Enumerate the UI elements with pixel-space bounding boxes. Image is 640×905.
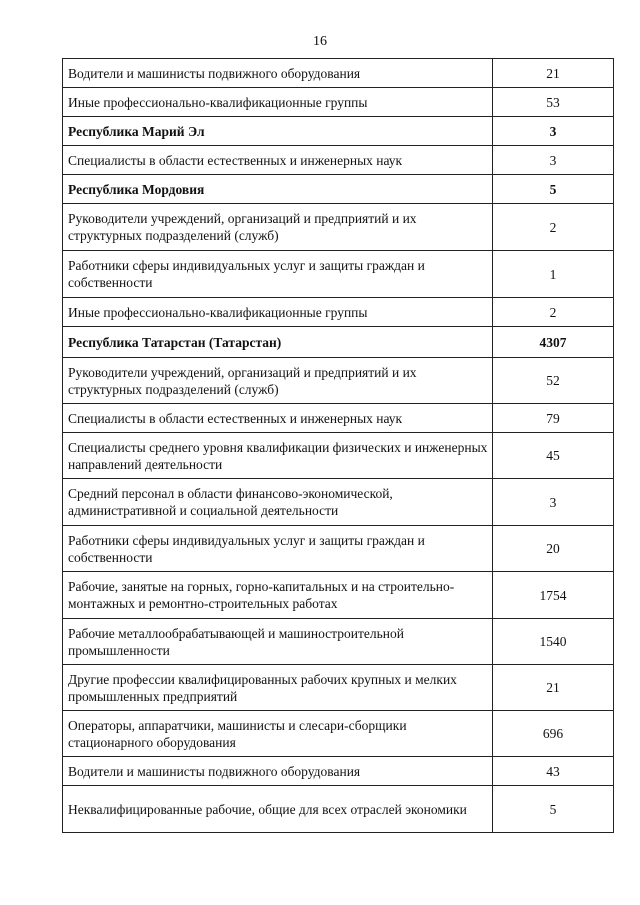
count-cell: 20	[493, 526, 614, 572]
occupation-cell: Рабочие, занятые на горных, горно-капитальных и на строительно-монтажных и ремонтно-строительных работах	[63, 572, 493, 619]
occupation-table	[62, 58, 614, 833]
occupation-cell: Руководители учреждений, организаций и предприятий и их структурных подразделений (служб)	[63, 204, 493, 251]
count-cell: 2	[493, 298, 614, 327]
occupation-cell: Иные профессионально-квалификационные группы	[63, 88, 493, 117]
table-row	[63, 88, 614, 117]
count-cell: 1	[493, 251, 614, 298]
table-row	[63, 711, 614, 757]
region-name-cell: Республика Мордовия	[63, 175, 493, 204]
count-cell: 43	[493, 757, 614, 786]
table-row	[63, 358, 614, 404]
table-row	[63, 479, 614, 526]
table-row	[63, 204, 614, 251]
occupation-cell: Операторы, аппаратчики, машинисты и слесари-сборщики стационарного оборудования	[63, 711, 493, 757]
count-cell: 52	[493, 358, 614, 404]
occupation-cell: Средний персонал в области финансово-экономической, административной и социальной деятельности	[63, 479, 493, 526]
region-row	[63, 327, 614, 358]
occupation-cell: Специалисты в области естественных и инженерных наук	[63, 404, 493, 433]
count-cell: 5	[493, 786, 614, 833]
table-row	[63, 757, 614, 786]
occupation-cell: Другие профессии квалифицированных рабочих крупных и мелких промышленных предприятий	[63, 665, 493, 711]
region-row	[63, 175, 614, 204]
count-cell: 79	[493, 404, 614, 433]
occupation-cell: Водители и машинисты подвижного оборудования	[63, 59, 493, 88]
count-cell: 2	[493, 204, 614, 251]
table-row	[63, 146, 614, 175]
table-body	[63, 59, 614, 833]
count-cell: 21	[493, 665, 614, 711]
table-row	[63, 665, 614, 711]
count-cell: 3	[493, 146, 614, 175]
occupation-cell: Руководители учреждений, организаций и предприятий и их структурных подразделений (служб)	[63, 358, 493, 404]
count-cell: 1754	[493, 572, 614, 619]
count-cell: 1540	[493, 619, 614, 665]
occupation-cell: Неквалифицированные рабочие, общие для всех отраслей экономики	[63, 786, 493, 833]
table-row	[63, 59, 614, 88]
occupation-cell: Иные профессионально-квалификационные группы	[63, 298, 493, 327]
table-row	[63, 572, 614, 619]
region-name-cell: Республика Татарстан (Татарстан)	[63, 327, 493, 358]
table-row	[63, 619, 614, 665]
occupation-cell: Водители и машинисты подвижного оборудования	[63, 757, 493, 786]
table-row	[63, 298, 614, 327]
table-row	[63, 404, 614, 433]
table-row	[63, 526, 614, 572]
count-cell: 5	[493, 175, 614, 204]
occupation-cell: Специалисты в области естественных и инженерных наук	[63, 146, 493, 175]
table-row	[63, 433, 614, 479]
count-cell: 21	[493, 59, 614, 88]
count-cell: 3	[493, 479, 614, 526]
occupation-cell: Работники сферы индивидуальных услуг и защиты граждан и собственности	[63, 251, 493, 298]
count-cell: 45	[493, 433, 614, 479]
count-cell: 4307	[493, 327, 614, 358]
table-row	[63, 786, 614, 833]
table-row	[63, 251, 614, 298]
page-number: 16	[313, 34, 327, 49]
occupation-cell: Специалисты среднего уровня квалификации физических и инженерных направлений деятельности	[63, 433, 493, 479]
region-row	[63, 117, 614, 146]
region-name-cell: Республика Марий Эл	[63, 117, 493, 146]
count-cell: 696	[493, 711, 614, 757]
count-cell: 53	[493, 88, 614, 117]
occupation-cell: Работники сферы индивидуальных услуг и защиты граждан и собственности	[63, 526, 493, 572]
occupation-cell: Рабочие металлообрабатывающей и машиностроительной промышленности	[63, 619, 493, 665]
count-cell: 3	[493, 117, 614, 146]
